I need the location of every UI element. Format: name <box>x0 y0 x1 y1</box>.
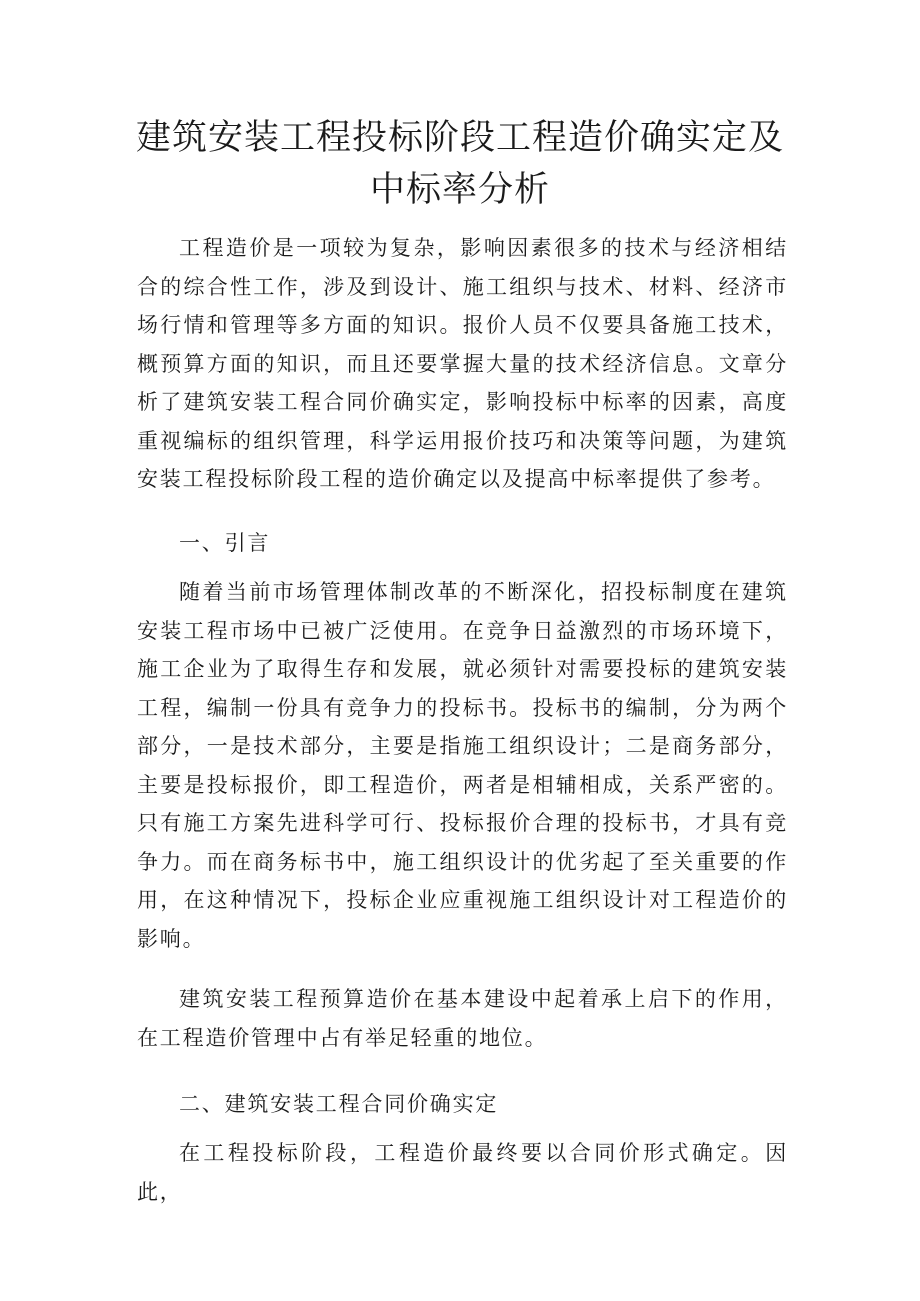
title-line-1: 建筑安装工程投标阶段工程造价确实定及 <box>135 118 784 158</box>
section-heading-contract-price: 二、建筑安装工程合同价确实定 <box>179 1092 499 1116</box>
body-paragraph: 在工程投标阶段，工程造价最终要以合同价形式确定。因此， <box>137 1141 788 1204</box>
body-paragraph: 随着当前市场管理体制改革的不断深化，招投标制度在建筑安装工程市场中已被广泛使用。在竞争日益激烈的市场环境下，施工企业为了取得生存和发展，就必须针对需要投标的建筑安装工程，编制一份具有竞争力的投标书。投标书的编制，分为两个部分，一是技术部分，主要是指施工组织设计；二是商务部分，主要是投标报价，即工程造价，两者是相辅相成，关系严密的。只有施工方案先进科学可行、投标报价合理的投标书，才具有竞争力。而在商务标书中，施工组织设计的优劣起了至关重要的作用，在这种情况下，投标企业应重视施工组织设计对工程造价的影响。 <box>137 580 788 951</box>
section-heading-introduction: 一、引言 <box>179 531 271 555</box>
title-line-2: 中标率分析 <box>369 170 550 210</box>
document-title <box>90 112 830 216</box>
abstract-paragraph: 工程造价是一项较为复杂，影响因素很多的技术与经济相结合的综合性工作，涉及到设计、施工组织与技术、材料、经济市场行情和管理等多方面的知识。报价人员不仅要具备施工技术，概预算方面的知识，而且还要掌握大量的技术经济信息。文章分析了建筑安装工程合同价确实定，影响投标中标率的因素，高度重视编标的组织管理，科学运用报价技巧和决策等问题，为建筑安装工程投标阶段工程的造价确定以及提高中标率提供了参考。 <box>137 236 788 491</box>
body-paragraph: 建筑安装工程预算造价在基本建设中起着承上启下的作用，在工程造价管理中占有举足轻重的地位。 <box>137 987 788 1050</box>
